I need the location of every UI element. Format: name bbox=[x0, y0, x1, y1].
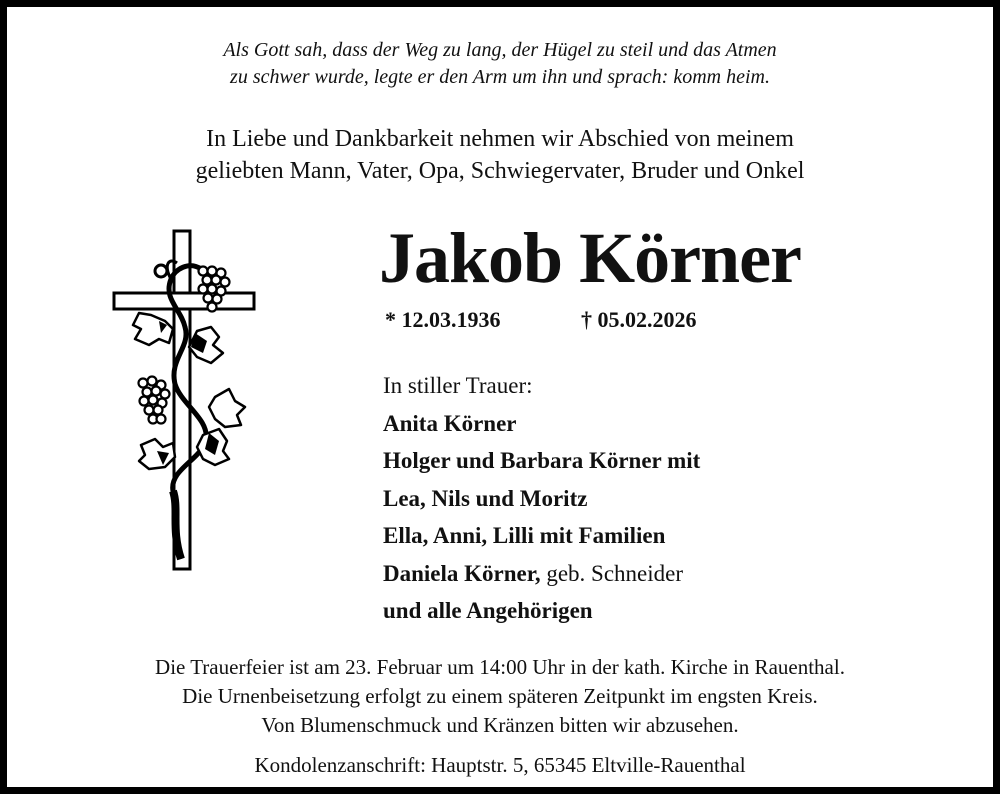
mourner-line: Ella, Anni, Lilli mit Familien bbox=[383, 523, 666, 548]
condolence-address: Kondolenzanschrift: Hauptstr. 5, 65345 Eltville-Rauenthal bbox=[254, 753, 746, 777]
deceased-name: Jakob Körner bbox=[379, 218, 802, 298]
life-dates bbox=[385, 305, 697, 335]
mourner-line: Lea, Nils und Moritz bbox=[383, 485, 588, 511]
mourner-line: Anita Körner bbox=[383, 410, 517, 436]
mourner-line: Holger und Barbara Körner mit bbox=[383, 448, 701, 473]
cross-with-grapevine-icon bbox=[111, 229, 259, 571]
flowers-request-line: Von Blumenschmuck und Kränzen bitten wir abzusehen. bbox=[261, 713, 739, 737]
birth-date: * 12.03.1936 bbox=[385, 307, 501, 332]
intro-line-1: In Liebe und Dankbarkeit nehmen wir Abschied von meinem bbox=[206, 126, 794, 152]
funeral-service-line: Die Trauerfeier ist am 23. Februar um 14:00 Uhr in der kath. Kirche in Rauenthal. bbox=[155, 655, 845, 679]
motto-quote bbox=[7, 37, 993, 91]
urn-burial-line: Die Urnenbeisetzung erfolgt zu einem späteren Zeitpunkt im engsten Kreis. bbox=[182, 684, 818, 708]
mourners-list bbox=[383, 367, 700, 630]
motto-line-1: Als Gott sah, dass der Weg zu lang, der Hügel zu steil und das Atmen bbox=[223, 39, 777, 61]
mourner-line: und alle Angehörigen bbox=[383, 598, 593, 623]
intro-text bbox=[7, 123, 993, 187]
death-date: † 05.02.2026 bbox=[581, 307, 697, 332]
motto-line-2: zu schwer wurde, legte er den Arm um ihn und sprach: komm heim. bbox=[230, 66, 770, 88]
mourners-heading: In stiller Trauer: bbox=[383, 373, 533, 398]
funeral-info bbox=[7, 653, 993, 740]
mourner-line: Daniela Körner, geb. Schneider bbox=[383, 560, 684, 586]
intro-line-2: geliebten Mann, Vater, Opa, Schwiegervater, Bruder und Onkel bbox=[195, 158, 805, 184]
